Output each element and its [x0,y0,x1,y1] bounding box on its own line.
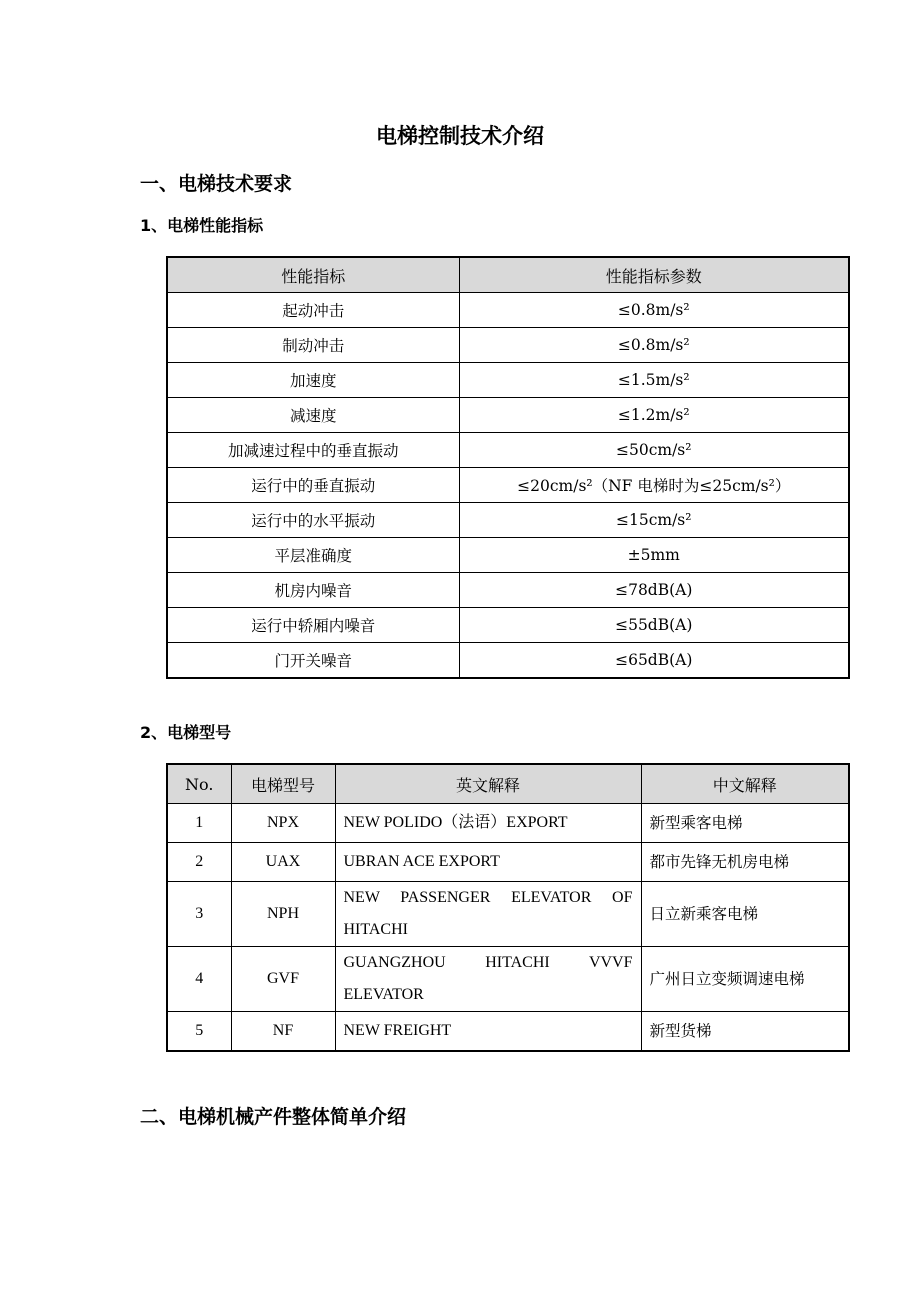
metric-name: 减速度 [167,398,459,433]
metric-name: 运行中的水平振动 [167,503,459,538]
header-cell: No. [167,764,231,804]
english-explanation: NEW POLIDO（法语）EXPORT [335,804,641,843]
chinese-explanation: 都市先锋无机房电梯 [641,843,849,882]
table-row [167,843,849,882]
header-cell: 英文解释 [335,764,641,804]
section-heading-requirements: 一、电梯技术要求 [140,173,293,195]
document-title: 电梯控制技术介绍 [376,124,544,148]
chinese-explanation: 广州日立变频调速电梯 [641,947,849,1012]
table-row [167,804,849,843]
metric-name: 加速度 [167,363,459,398]
header-cell: 性能指标 [167,257,459,293]
metric-value: ±5mm [459,538,849,573]
metric-name: 运行中的垂直振动 [167,468,459,503]
metric-value: ≤0.8m/s² [459,328,849,363]
metric-name: 平层准确度 [167,538,459,573]
header-cell: 电梯型号 [231,764,335,804]
row-number: 2 [167,843,231,882]
chinese-explanation: 新型乘客电梯 [641,804,849,843]
metric-value: ≤15cm/s² [459,503,849,538]
model-code: NPX [231,804,335,843]
row-number: 1 [167,804,231,843]
metric-value: ≤50cm/s² [459,433,849,468]
chinese-explanation: 新型货梯 [641,1012,849,1052]
metric-name: 起动冲击 [167,293,459,328]
metric-value: ≤1.2m/s² [459,398,849,433]
english-explanation: GUANGZHOU HITACHI VVVF ELEVATOR [335,947,641,1012]
header-cell: 性能指标参数 [459,257,849,293]
row-number: 4 [167,947,231,1012]
metric-value: ≤20cm/s²（NF 电梯时为≤25cm/s²） [459,468,849,503]
english-explanation: NEW PASSENGER ELEVATOR OF HITACHI [335,882,641,947]
subheading-models: 2、电梯型号 [140,723,232,742]
metric-name: 机房内噪音 [167,573,459,608]
row-number: 5 [167,1012,231,1052]
table-row [167,947,849,1012]
metric-name: 运行中轿厢内噪音 [167,608,459,643]
model-code: NF [231,1012,335,1052]
section-heading-mechanical: 二、电梯机械产件整体简单介绍 [140,1106,407,1128]
metric-value: ≤55dB(A) [459,608,849,643]
table-row [167,503,849,538]
table-row [167,293,849,328]
metric-value: ≤0.8m/s² [459,293,849,328]
table-row [167,882,849,947]
table-row [167,328,849,363]
metric-name: 加减速过程中的垂直振动 [167,433,459,468]
english-explanation: NEW FREIGHT [335,1012,641,1052]
table-row [167,398,849,433]
metric-name: 门开关噪音 [167,643,459,679]
model-code: UAX [231,843,335,882]
chinese-explanation: 日立新乘客电梯 [641,882,849,947]
header-cell: 中文解释 [641,764,849,804]
table-row [167,363,849,398]
performance-table [166,256,850,679]
table-row [167,468,849,503]
model-code: NPH [231,882,335,947]
table-row [167,538,849,573]
model-code: GVF [231,947,335,1012]
row-number: 3 [167,882,231,947]
table-row [167,608,849,643]
table-row [167,643,849,679]
english-explanation: UBRAN ACE EXPORT [335,843,641,882]
subheading-performance: 1、电梯性能指标 [140,216,264,235]
table-header-row [167,764,849,804]
metric-name: 制动冲击 [167,328,459,363]
metric-value: ≤65dB(A) [459,643,849,679]
model-table [166,763,850,1052]
table-row [167,1012,849,1052]
table-header-row [167,257,849,293]
table-row [167,433,849,468]
table-row [167,573,849,608]
metric-value: ≤78dB(A) [459,573,849,608]
metric-value: ≤1.5m/s² [459,363,849,398]
